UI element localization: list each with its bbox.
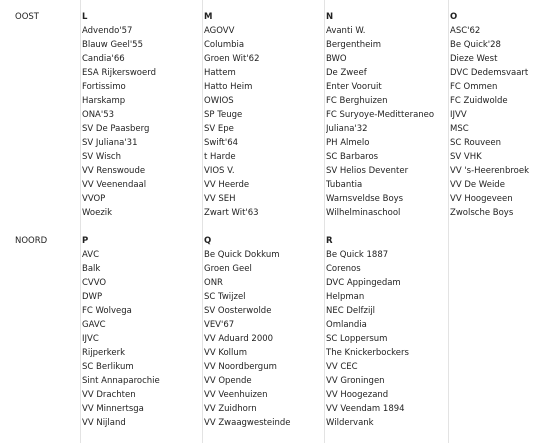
team-cell[interactable]: Woezik xyxy=(82,208,113,218)
team-cell[interactable]: VV 's-Heerenbroek xyxy=(450,166,529,176)
team-cell[interactable]: VV Zuidhorn xyxy=(204,404,257,414)
team-cell[interactable]: Bergentheim xyxy=(326,40,382,50)
team-cell[interactable]: Groen Wit'62 xyxy=(204,54,260,64)
team-cell[interactable]: SV Helios Deventer xyxy=(326,166,409,176)
team-cell[interactable]: SV Juliana'31 xyxy=(82,138,138,148)
team-cell[interactable]: FC Suryoye-Meditteraneo xyxy=(326,110,435,120)
team-cell[interactable]: Candia'66 xyxy=(82,54,125,64)
team-cell[interactable]: VV De Weide xyxy=(450,180,505,190)
team-cell[interactable]: Avanti W. xyxy=(326,26,366,36)
group-header[interactable]: O xyxy=(450,12,458,22)
team-cell[interactable]: Blauw Geel'55 xyxy=(82,40,144,50)
team-cell[interactable]: SV Epe xyxy=(204,124,234,134)
team-cell[interactable]: GAVC xyxy=(82,320,106,330)
team-cell[interactable]: Swift'64 xyxy=(204,138,239,148)
column-divider xyxy=(80,0,81,443)
team-cell[interactable]: DWP xyxy=(82,292,103,302)
team-cell[interactable]: FC Wolvega xyxy=(82,306,132,316)
team-cell[interactable]: Advendo'57 xyxy=(82,26,133,36)
team-cell[interactable]: Corenos xyxy=(326,264,361,274)
team-cell[interactable]: VVOP xyxy=(82,194,106,204)
group-header[interactable]: N xyxy=(326,12,334,22)
team-cell[interactable]: VV Groningen xyxy=(326,376,385,386)
team-cell[interactable]: Warnsveldse Boys xyxy=(326,194,404,204)
team-cell[interactable]: VV Hoogeveen xyxy=(450,194,513,204)
team-cell[interactable]: Zwolsche Boys xyxy=(450,208,514,218)
region-label[interactable]: OOST xyxy=(15,12,39,22)
team-cell[interactable]: VV Minnertsga xyxy=(82,404,144,414)
team-cell[interactable]: SV Wisch xyxy=(82,152,121,162)
team-cell[interactable]: IJVV xyxy=(450,110,467,120)
group-header[interactable]: M xyxy=(204,12,213,22)
team-cell[interactable]: Be Quick'28 xyxy=(450,40,501,50)
column-divider xyxy=(202,0,203,443)
team-cell[interactable]: VEV'67 xyxy=(204,320,235,330)
team-cell[interactable]: Wildervank xyxy=(326,418,374,428)
team-cell[interactable]: VV Noordbergum xyxy=(204,362,277,372)
team-cell[interactable]: MSC xyxy=(450,124,469,134)
team-cell[interactable]: SV VHK xyxy=(450,152,482,162)
team-cell[interactable]: IJVC xyxy=(82,334,99,344)
team-cell[interactable]: Fortissimo xyxy=(82,82,126,92)
team-cell[interactable]: OWIOS xyxy=(204,96,234,106)
column-divider xyxy=(324,0,325,443)
group-header[interactable]: R xyxy=(326,236,333,246)
team-cell[interactable]: SC Rouveen xyxy=(450,138,502,148)
team-cell[interactable]: Rijperkerk xyxy=(82,348,126,358)
team-cell[interactable]: Columbia xyxy=(204,40,245,50)
team-cell[interactable]: VV Aduard 2000 xyxy=(204,334,274,344)
team-cell[interactable]: Be Quick 1887 xyxy=(326,250,389,260)
team-cell[interactable]: Enter Vooruit xyxy=(326,82,382,92)
team-cell[interactable]: VV Heerde xyxy=(204,180,250,190)
team-cell[interactable]: Be Quick Dokkum xyxy=(204,250,280,260)
team-cell[interactable]: FC Zuidwolde xyxy=(450,96,508,106)
team-cell[interactable]: Zwart Wit'63 xyxy=(204,208,259,218)
column-divider xyxy=(448,0,449,443)
team-cell[interactable]: SV De Paasberg xyxy=(82,124,150,134)
team-cell[interactable]: VV Veendam 1894 xyxy=(326,404,405,414)
team-cell[interactable]: SC Loppersum xyxy=(326,334,388,344)
team-cell[interactable]: VV Veenhuizen xyxy=(204,390,268,400)
team-cell[interactable]: ESA Rijkerswoerd xyxy=(82,68,156,78)
team-cell[interactable]: SP Teuge xyxy=(204,110,243,120)
team-cell[interactable]: FC Ommen xyxy=(450,82,498,92)
team-cell[interactable]: Hattem xyxy=(204,68,236,78)
region-label[interactable]: NOORD xyxy=(15,236,48,246)
team-cell[interactable]: VV SEH xyxy=(204,194,236,204)
team-cell[interactable]: DVC Appingedam xyxy=(326,278,401,288)
team-cell[interactable]: VV Nijland xyxy=(82,418,126,428)
team-cell[interactable]: VV Drachten xyxy=(82,390,136,400)
team-cell[interactable]: Dieze West xyxy=(450,54,498,64)
team-cell[interactable]: Helpman xyxy=(326,292,365,302)
team-cell[interactable]: ONR xyxy=(204,278,223,288)
team-cell[interactable]: VV Veenendaal xyxy=(82,180,147,190)
team-cell[interactable]: SC Berlikum xyxy=(82,362,134,372)
team-cell[interactable]: VV Kollum xyxy=(204,348,248,358)
team-cell[interactable]: Harskamp xyxy=(82,96,126,106)
team-cell[interactable]: SV Oosterwolde xyxy=(204,306,272,316)
team-cell[interactable]: Groen Geel xyxy=(204,264,252,274)
group-header[interactable]: P xyxy=(82,236,89,246)
team-cell[interactable]: VIOS V. xyxy=(204,166,235,176)
team-cell[interactable]: VV Zwaagwesteinde xyxy=(204,418,291,428)
team-cell[interactable]: VV Hoogezand xyxy=(326,390,389,400)
team-cell[interactable]: VV Opende xyxy=(204,376,252,386)
team-cell[interactable]: The Knickerbockers xyxy=(326,348,409,358)
team-cell[interactable]: Juliana'32 xyxy=(326,124,368,134)
team-cell[interactable]: VV Renswoude xyxy=(82,166,146,176)
team-cell[interactable]: AGOVV xyxy=(204,26,235,36)
team-cell[interactable]: Tubantia xyxy=(326,180,363,190)
team-cell[interactable]: SC Twijzel xyxy=(204,292,246,302)
team-cell[interactable]: De Zweef xyxy=(326,68,367,78)
team-cell[interactable]: VV CEC xyxy=(326,362,358,372)
group-header[interactable]: L xyxy=(82,12,88,22)
team-cell[interactable]: BWO xyxy=(326,54,347,64)
team-cell[interactable]: SC Barbaros xyxy=(326,152,379,162)
group-header[interactable]: Q xyxy=(204,236,212,246)
team-cell[interactable]: t Harde xyxy=(204,152,236,162)
team-cell[interactable]: FC Berghuizen xyxy=(326,96,388,106)
team-cell[interactable]: CVVO xyxy=(82,278,107,288)
team-cell[interactable]: ONA'53 xyxy=(82,110,115,120)
team-cell[interactable]: DVC Dedemsvaart xyxy=(450,68,529,78)
team-cell[interactable]: NEC Delfzijl xyxy=(326,306,376,316)
team-cell[interactable]: Balk xyxy=(82,264,101,274)
team-cell[interactable]: Wilhelminaschool xyxy=(326,208,401,218)
team-cell[interactable]: Omlandia xyxy=(326,320,367,330)
team-cell[interactable]: Sint Annaparochie xyxy=(82,376,160,386)
team-cell[interactable]: ASC'62 xyxy=(450,26,481,36)
team-cell[interactable]: AVC xyxy=(82,250,100,260)
team-cell[interactable]: Hatto Heim xyxy=(204,82,253,92)
team-cell[interactable]: PH Almelo xyxy=(326,138,370,148)
